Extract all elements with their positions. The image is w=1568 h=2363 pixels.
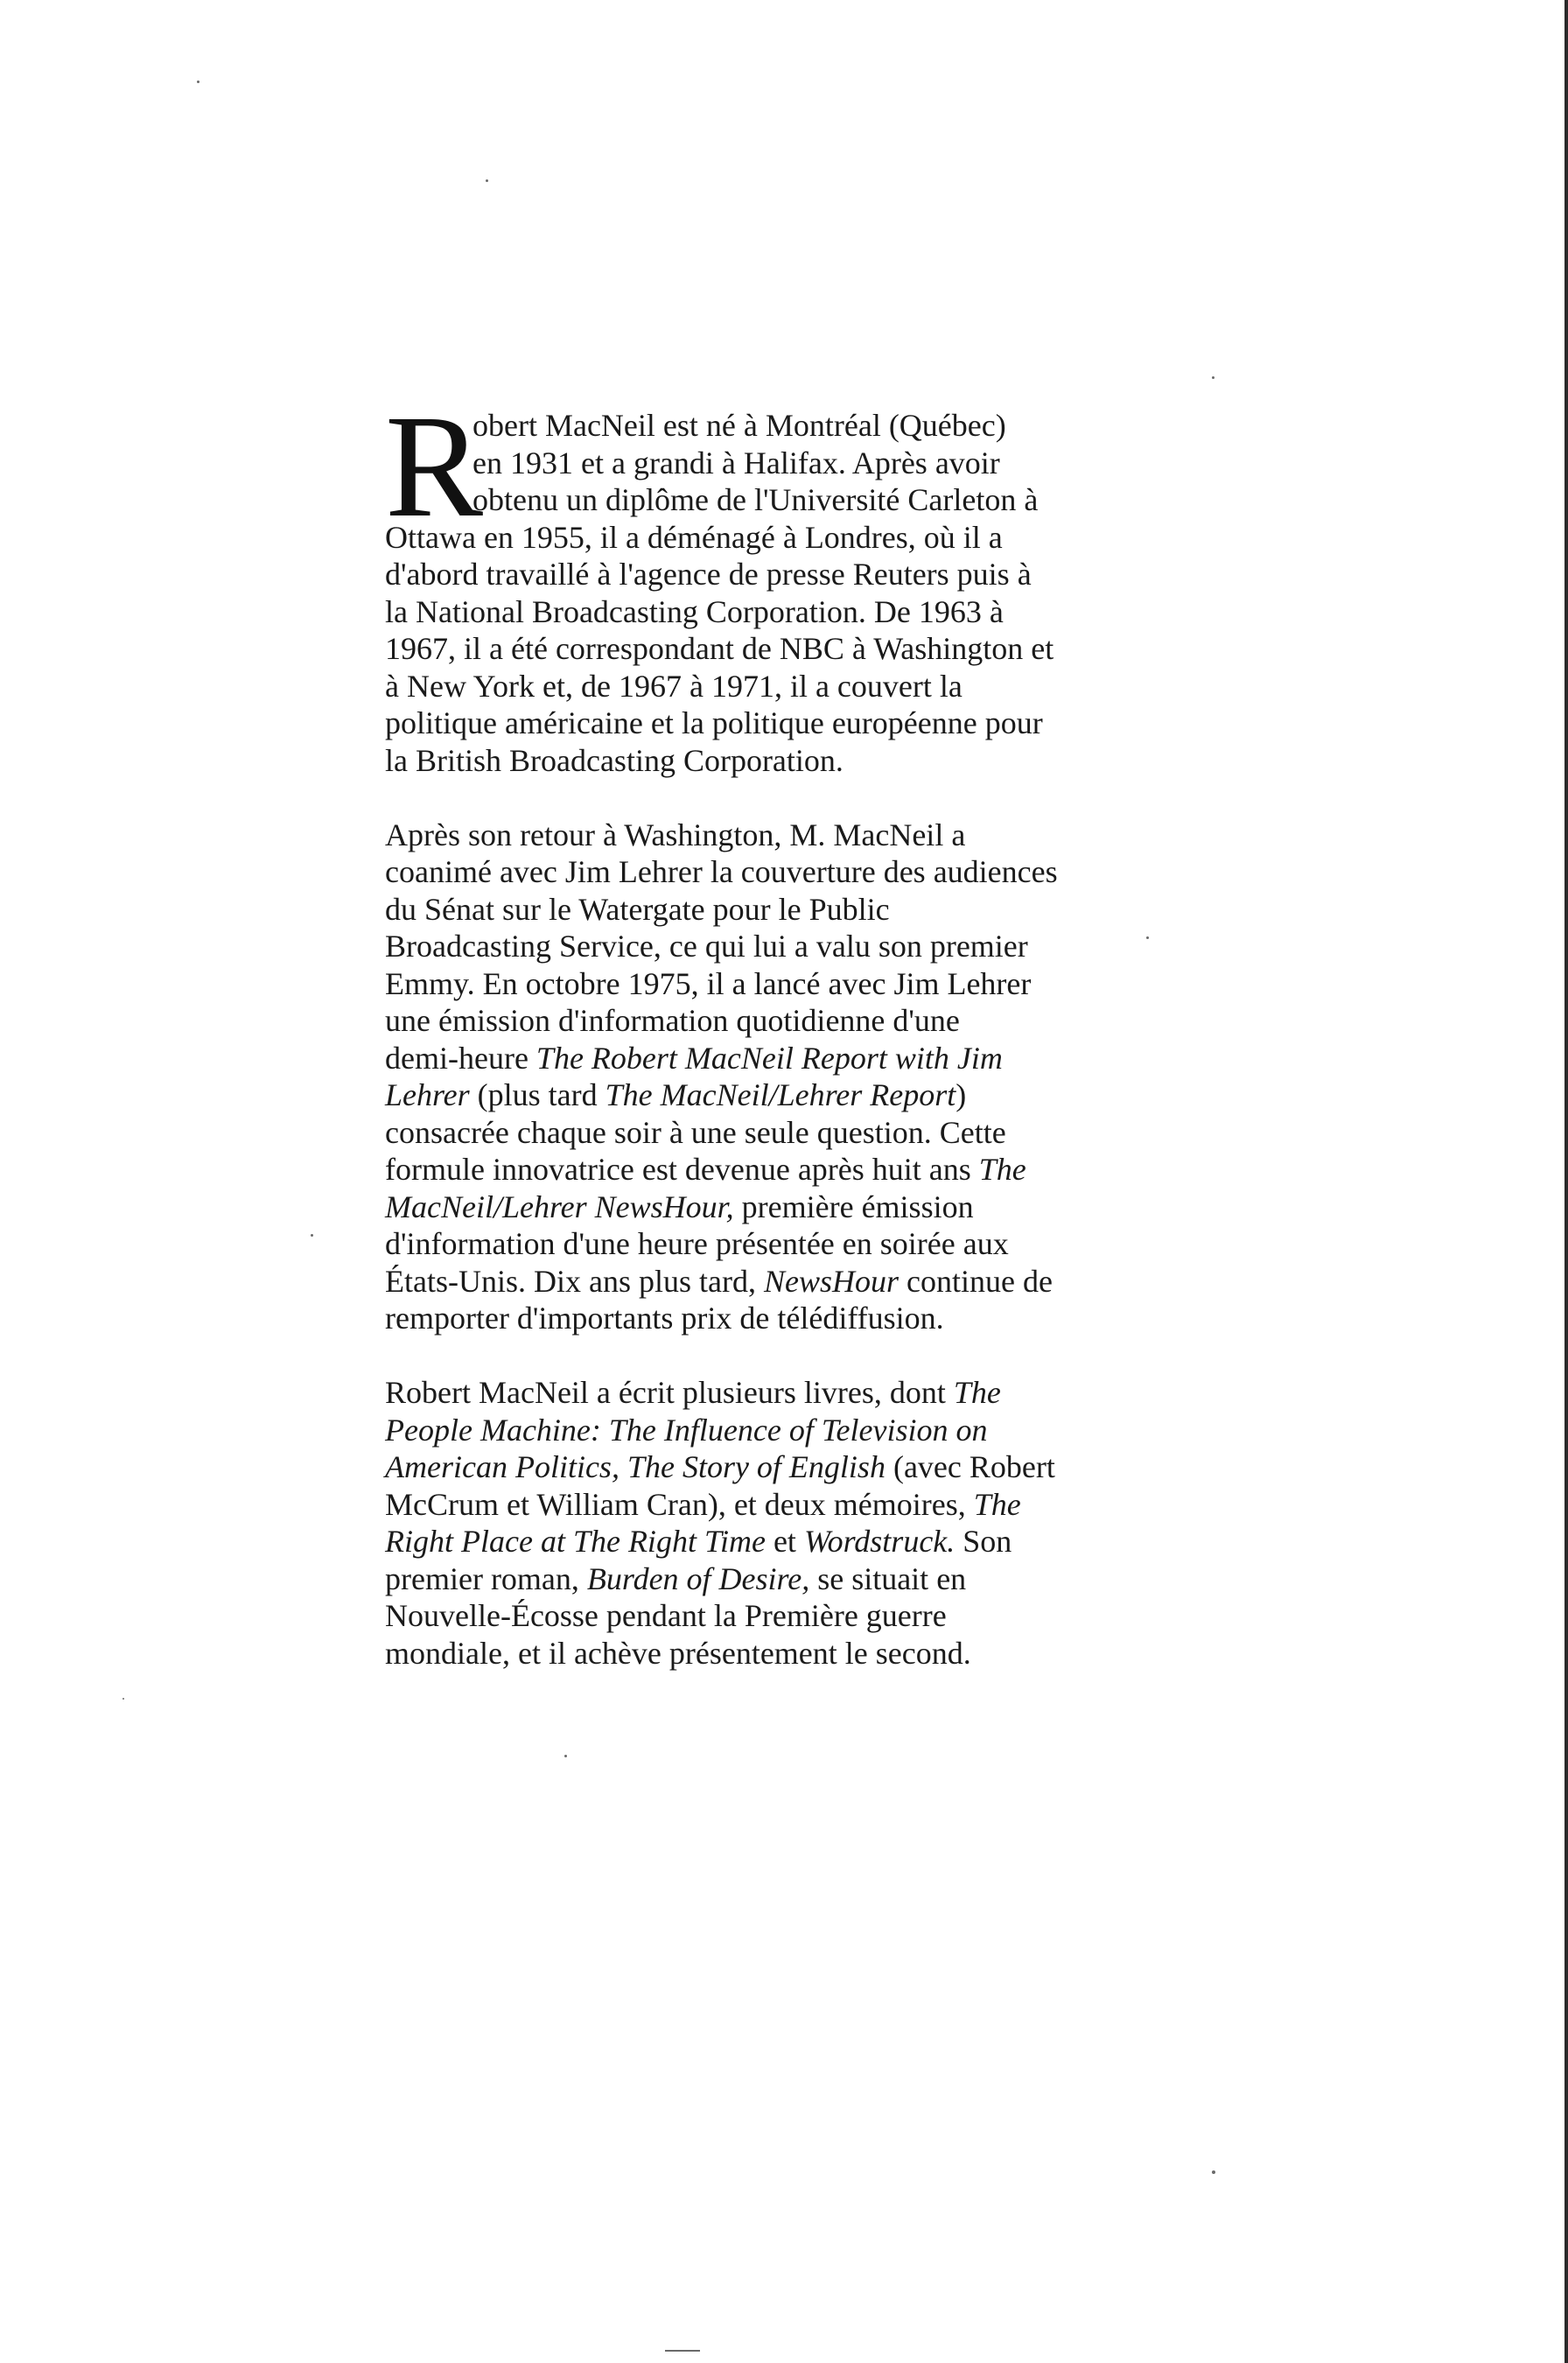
text-line: la National Broadcasting Corporation. De 1963 à	[385, 593, 1004, 629]
text-line: consacrée chaque soir à une seule question. Cette	[385, 1114, 1006, 1150]
book-title: Right Place at The Right Time	[385, 1524, 766, 1559]
text-line: Emmy. En octobre 1975, il a lancé avec Jim Lehrer	[385, 965, 1032, 1001]
text-line: Après son retour à Washington, M. MacNeil a	[385, 817, 966, 852]
book-title: People Machine: The Influence of Television on	[385, 1412, 988, 1448]
book-title: American Politics, The Story of English	[385, 1449, 886, 1484]
scan-speck	[1212, 376, 1214, 379]
paragraph-3	[385, 1374, 1190, 1672]
scan-speck	[486, 179, 488, 182]
scan-speck	[564, 1755, 567, 1757]
scan-speck	[197, 81, 200, 83]
text-run: première émission	[733, 1189, 974, 1224]
text-line	[385, 1040, 1190, 1077]
show-title: Lehrer	[385, 1077, 470, 1112]
drop-cap: R	[385, 385, 484, 548]
text-line: une émission d'information quotidienne d'une	[385, 1003, 960, 1038]
text-line: obtenu un diplôme de l'Université Carleton à	[472, 482, 1039, 517]
page-edge	[1564, 0, 1568, 2363]
text-line: la British Broadcasting Corporation.	[385, 742, 844, 778]
text-line	[385, 1486, 1190, 1524]
text-line: Nouvelle-Écosse pendant la Première guerre	[385, 1598, 947, 1633]
scan-speck	[311, 1234, 313, 1237]
show-title: NewsHour	[763, 1263, 899, 1299]
text-line	[385, 1412, 1190, 1449]
show-title: MacNeil/Lehrer NewsHour,	[385, 1189, 734, 1224]
text-line	[385, 1076, 1190, 1114]
text-line: 1967, il a été correspondant de NBC à Washington et	[385, 631, 1054, 666]
text-line	[385, 1523, 1190, 1560]
text-line	[385, 1374, 1190, 1412]
book-title: Burden of Desire,	[586, 1560, 810, 1596]
text-run: Son	[955, 1524, 1012, 1559]
text-line: du Sénat sur le Watergate pour le Public	[385, 891, 890, 927]
biography-text	[385, 385, 1190, 1672]
text-line: d'information d'une heure présentée en soirée aux	[385, 1226, 1009, 1261]
scan-speck	[1146, 936, 1149, 939]
text-run: (plus tard	[469, 1077, 606, 1112]
text-run: (avec Robert	[885, 1449, 1055, 1484]
text-line: coanimé avec Jim Lehrer la couverture des audiences	[385, 854, 1058, 889]
text-run: premier roman,	[385, 1560, 587, 1596]
text-line: obert MacNeil est né à Montréal (Québec)	[472, 408, 1006, 443]
text-line: d'abord travaillé à l'agence de presse Reuters puis à	[385, 557, 1032, 592]
scan-speck	[1212, 2170, 1215, 2174]
text-line	[385, 1189, 1190, 1226]
scan-speck	[122, 1698, 124, 1700]
text-run: )	[956, 1077, 967, 1112]
text-line: à New York et, de 1967 à 1971, il a couvert la	[385, 668, 962, 704]
book-title: Wordstruck.	[803, 1524, 956, 1559]
text-run: se situait en	[809, 1560, 967, 1596]
show-title: The	[978, 1152, 1026, 1187]
text-line	[385, 1560, 1190, 1598]
show-title: The MacNeil/Lehrer Report	[605, 1077, 956, 1112]
paragraph-1	[385, 385, 1190, 779]
text-line: en 1931 et a grandi à Halifax. Après avoir	[472, 445, 1000, 480]
show-title: The Robert MacNeil Report with Jim	[536, 1040, 1003, 1076]
book-title: The	[953, 1375, 1001, 1410]
text-line: remporter d'importants prix de télédiffusion.	[385, 1301, 944, 1336]
text-line	[385, 1263, 1190, 1301]
text-line: politique américaine et la politique européenne pour	[385, 705, 1043, 740]
paragraph-2	[385, 817, 1190, 1337]
text-run: McCrum et William Cran), et deux mémoires,	[385, 1486, 974, 1522]
text-run: formule innovatrice est devenue après huit ans	[385, 1152, 979, 1187]
text-run: et	[765, 1524, 804, 1559]
text-run: continue de	[898, 1263, 1053, 1299]
text-run: États-Unis. Dix ans plus tard,	[385, 1263, 764, 1299]
text-line: Broadcasting Service, ce qui lui a valu son premier	[385, 929, 1028, 964]
text-line	[385, 1448, 1190, 1486]
scan-speck	[665, 2350, 700, 2352]
text-line	[385, 1151, 1190, 1189]
text-line: mondiale, et il achève présentement le second.	[385, 1635, 971, 1671]
book-title: The	[973, 1486, 1021, 1522]
text-run: demi-heure	[385, 1040, 536, 1076]
text-line: Ottawa en 1955, il a déménagé à Londres, où il a	[385, 519, 1003, 555]
text-run: Robert MacNeil a écrit plusieurs livres, dont	[385, 1375, 954, 1410]
